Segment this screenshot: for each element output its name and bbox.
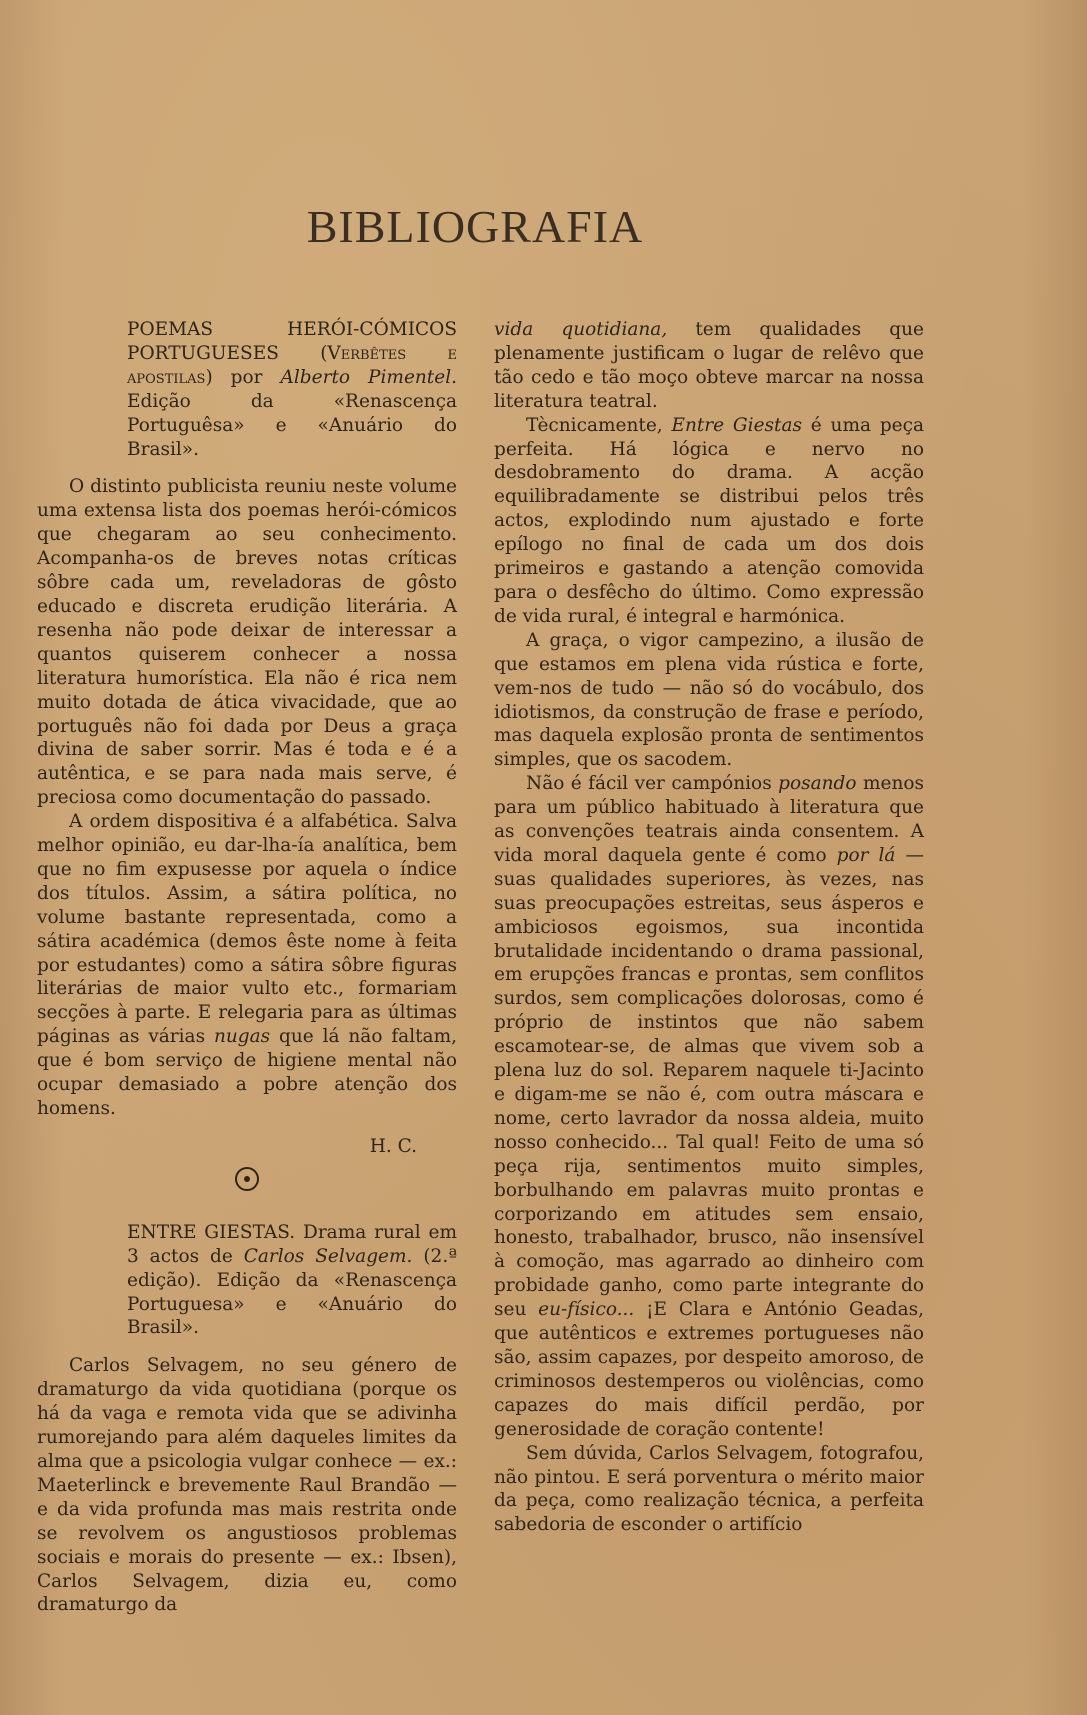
- signature: H. C.: [369, 1135, 417, 1157]
- paragraph-text: menos para um público habituado à literatura que as convenções teatrais ainda consentem. A vida moral daquela gente é como: [494, 773, 924, 866]
- author-name: Alberto Pimentel.: [280, 366, 457, 388]
- emphasis: eu-físico...: [538, 1299, 635, 1321]
- paragraph-text: que lá não faltam, que é bom serviço de higiene mental não ocupar demasiado a pobre atenção dos homens.: [37, 1026, 458, 1119]
- page-title: BIBLIOGRAFIA: [306, 201, 644, 252]
- emphasis: por lá: [836, 844, 896, 866]
- emphasis: posando: [778, 773, 857, 795]
- review-heading-entre-giestas: [37, 1221, 457, 1341]
- paragraph-text: A ordem dispositiva é a alfabética. Salva melhor opinião, eu dar-lha-ía analítica, bem que no fim expusesse por aquela o índice dos títulos. Assim, a sátira política, no volume bastante representada, como a sátira académica (demos êste nome à feita por estudantes) como a sátira sôbre figuras literárias de maior vulto etc., formariam secções à parte. E relegaria para as últimas páginas as várias: [37, 811, 457, 1048]
- paragraph-text: é uma peça perfeita. Há lógica e nervo no desdobramento do drama. A acção equilibradamente se distribui pelos três actos, explodindo num ajustado e forte epílogo no final de cada um dos dois primeiros e gastando a atenção comovida para o desfêcho do último. Como expressão de vida rural, é integral e harmónica.: [494, 414, 925, 627]
- paragraph-text: Tècnicamente,: [526, 414, 672, 436]
- heading-text: POEMAS HERÓI-CÓMICOS PORTUGUESES (: [127, 319, 457, 364]
- heading-text: ENTRE GIESTAS. Drama rural em 3 actos de: [127, 1221, 457, 1267]
- review-paragraph: [494, 414, 924, 629]
- review-paragraph: O distinto publicista reuniu neste volume uma extensa lista dos poemas herói-cómicos que chegaram ao seu conhecimento. Acompanha-os de breves notas críticas sôbre cada um, reveladoras de gôsto educado e discreta erudição literária. A resenha não pode deixar de interessar a quantos quiserem conhecer a nossa literatura humorística. Ela não é rica nem muito dotada de ática vivacidade, que ao português não foi dada por Deus a graça divina de saber sorrir. Mas é toda e é a autêntica, e se para nada mais serve, é preciosa como documentação do passado.: [37, 476, 457, 809]
- review-paragraph: [37, 810, 457, 1121]
- heading-text: Edição da «Renascença Portuguêsa» e «Anuário do Brasil».: [127, 390, 457, 460]
- section-ornament: [37, 1165, 457, 1191]
- paragraph-text: — suas qualidades superiores, às vezes, nas suas preocupações estreitas, seus ásperos e ambiciosos egoismos, sua incontida brutalidade incidentando o drama passional, em erupções francas e prontas, sem conflitos surdos, sem complicações dolorosas, como é próprio de instintos que não sabem escamotear-se, de almas que vivem sob a plena luz do sol. Reparem naquele ti-Jacinto e digam-me se não é, com outra máscara e nome, certo lavrador da nossa aldeia, muito nosso conhecido... Tal qual! Feito de uma só peça rija, sentimentos muito simples, borbulhando em palavras muito prontas e corporizando em atitudes sem ensaio, honesto, trabalhador, brusco, não insensível à comoção, mas agarrado ao dinheiro com probidade ganho, como parte integrante do seu: [494, 844, 925, 1321]
- emphasis: vida quotidiana,: [494, 319, 668, 340]
- review-paragraph-continued: [494, 318, 924, 414]
- heading-text: ) por: [205, 366, 281, 388]
- emphasis: nugas: [213, 1026, 271, 1048]
- left-column: [37, 318, 457, 1617]
- heading-text: (2.ª edição). Edição da «Renascença Portuguesa» e «Anuário do Brasil».: [127, 1245, 457, 1339]
- paragraph-text: ¡E Clara e António Geadas, que autênticos e extremes portugueses não são, assim capazes, por despeito amoroso, de criminosos destemperos ou violências, como capazes do mais difícil perdão, por generosidade de coração contente!: [494, 1299, 924, 1440]
- review-paragraph: A graça, o vigor campezino, a ilusão de que estamos em plena vida rústica e forte, vem-nos de tudo — não só do vocábulo, dos idiotismos, da construção de frase e período, mas daquela explosão pronta de sentimentos simples, que os sacodem.: [494, 629, 924, 771]
- heading-subtitle: Verbêtes e apostilas: [127, 342, 457, 388]
- review-paragraph: [494, 772, 924, 1441]
- emphasis: Entre Giestas: [671, 414, 802, 436]
- right-column: [494, 318, 924, 1537]
- circle-dot-icon: [235, 1167, 259, 1191]
- review-paragraph: Sem dúvida, Carlos Selvagem, fotografou, não pintou. E será porventura o mérito maior da peça, como realização técnica, a perfeita sabedoria de esconder o artifício: [494, 1442, 924, 1536]
- paragraph-text: Não é fácil ver campónios: [526, 773, 779, 795]
- review-paragraph: Carlos Selvagem, no seu género de dramaturgo da vida quotidiana (porque os há da vaga e remota vida que se adivinha rumorejando para além daqueles limites da alma que a psicologia vulgar conhece — ex.: Maeterlinck e brevemente Raul Brandão — e da vida profunda mas mais restrita onde se revolvem os angustiosos problemas sociais e morais do presente — ex.: Ibsen), Carlos Selvagem, dizia eu, como dramaturgo da: [37, 1355, 457, 1616]
- paragraph-text: tem qualidades que plenamente justificam o lugar de relêvo que tão cedo e tão moço obteve marcar na nossa literatura teatral.: [494, 319, 924, 412]
- author-name: Carlos Selvagem.: [243, 1245, 413, 1267]
- review-heading-poemas: [37, 318, 457, 461]
